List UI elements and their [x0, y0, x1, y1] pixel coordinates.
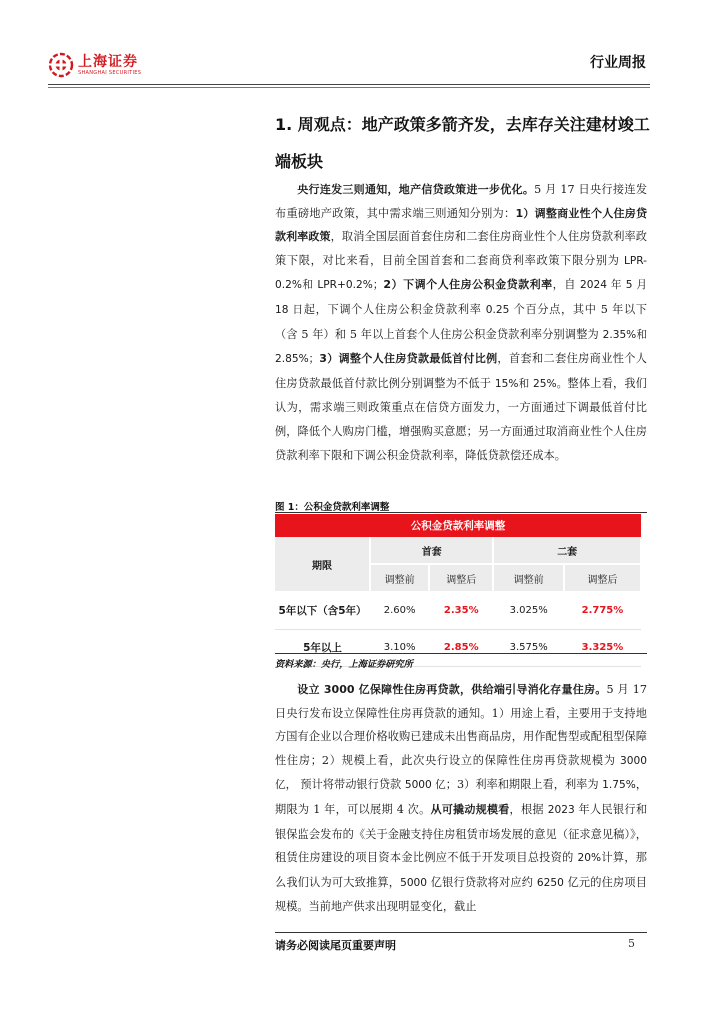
column-header-before: 调整前 [493, 564, 564, 592]
column-header-after: 调整后 [429, 564, 493, 592]
table-cell-highlight: 2.85% [429, 629, 493, 666]
page-number: 5 [628, 937, 635, 950]
page-header [48, 46, 650, 84]
bold-run: 1）调整商业性个人住房贷款利率政策 [275, 206, 647, 244]
text-run: 起，下调个人住房公积金贷款利率 [303, 302, 486, 316]
text-run: 整体上看，我们认为，需求端三则政策重点在信贷方面发力，一方面通过下调最低首付比例，降低个人购房门槛，增强购买意愿；另一方面通过取消商业性个人住房贷款利率下限和下调公积金贷款利率，降低贷款偿还成本。 [275, 376, 647, 462]
table-cell: 3.10% [370, 629, 429, 666]
section-heading: 1. 周观点：地产政策多箭齐发，去库存关注建材竣工端板块 [275, 115, 650, 171]
column-group-second-home: 二套 [493, 537, 641, 564]
disclaimer-note: 请务必阅读尾页重要声明 [275, 939, 396, 952]
footer-divider [275, 932, 647, 933]
logo-chinese-name: 上海证券 [78, 53, 138, 70]
text-run: 5000 亿 [404, 779, 446, 792]
row-label: 5年以下（含5年） [275, 592, 370, 629]
text-run: 0.25 [485, 303, 510, 316]
text-run: 6250 [536, 876, 564, 889]
table-cell: 3.025% [493, 592, 564, 629]
column-header-after: 调整后 [564, 564, 641, 592]
rate-adjustment-table [275, 514, 642, 667]
paragraph-housing-relending [275, 678, 647, 919]
text-run: LPR-0.2%和 LPR+0.2%； [275, 254, 647, 292]
text-run: 20% [577, 852, 602, 865]
para2-lead: 设立 3000 亿保障性住房再贷款，供给端引导消化存量住房。 [297, 683, 607, 696]
text-run: ，根据 [509, 802, 548, 816]
text-run: 2024 年 5 月 18 日 [275, 279, 648, 316]
paragraph-central-bank-notices [275, 178, 647, 467]
text-run: 5000 [400, 876, 428, 889]
text-run: ；3）利率和期限上看，利率为 [445, 778, 603, 792]
row-label: 5年以上 [275, 629, 370, 666]
text-run: ，取消全国层面首套住房和二套住房商业性个人住房贷款利率政策下限，对比来看，目前全国首套和二套商贷利率政策下限分别为 [275, 230, 647, 267]
table-row [275, 592, 641, 629]
text-run: 1.75% [602, 779, 636, 792]
column-group-first-home: 首套 [370, 537, 493, 564]
header-divider-thin [48, 87, 650, 88]
text-run: 2023 [547, 803, 575, 816]
table-title: 公积金贷款利率调整 [275, 514, 641, 537]
table-cell-highlight: 3.325% [564, 629, 641, 666]
figure-top-rule [275, 512, 647, 513]
text-run: 5 月 17 日央行发布设立保障性住房再贷款的通知。1）用途上看，主要用于支持地方国有企业以合理价格收购已建成未出售商品房，用作配售型或配租型保障性住房；2）规模上看，此次央行设立的保障性住房再贷款规模为 [275, 683, 647, 767]
column-header-before: 调整前 [370, 564, 429, 592]
table-cell: 2.60% [370, 592, 429, 629]
bold-run: 从可撬动规模看 [430, 802, 510, 816]
bold-run: 3）调整个人住房贷款最低首付比例 [319, 352, 498, 366]
shanghai-securities-logo-icon [48, 52, 74, 78]
report-type-label: 行业周报 [590, 55, 646, 71]
text-run: ，期限为 1 年，可以展期 4 次。 [275, 778, 648, 816]
source-rule [275, 653, 647, 654]
text-run: 15%和 25%。 [494, 377, 568, 390]
text-run: 计算，那么我们认为可大致推算， [275, 851, 647, 889]
text-run: ， 预计将带动银行贷款 [285, 778, 405, 792]
header-divider [48, 84, 650, 85]
text-run: 2.35%和 2.85%； [275, 328, 647, 366]
text-run: 3000 亿 [275, 754, 647, 792]
table-cell-highlight: 2.775% [564, 592, 641, 629]
text-run: 个百分点，其中 5 年以下（含 5 年）和 5 年以上首套个人住房公积金贷款利率分别调整为 [275, 302, 647, 341]
table-cell: 3.575% [493, 629, 564, 666]
text-run: 亿元的住房项目规模。当前地产供求出现明显变化，截止 [275, 875, 647, 914]
figure-source: 资料来源：央行，上海证券研究所 [275, 659, 413, 670]
company-logo [48, 52, 141, 78]
para1-lead: 央行连发三则通知，地产信贷政策进一步优化。 [297, 183, 535, 196]
text-run: 年人民银行和银保监会发布的《关于金融支持住房租赁市场发展的意见（征求意见稿）》，租赁住房建设的项目资本金比例应不低于开发项目总投资的 [275, 802, 648, 865]
text-run: 亿银行贷款将对应约 [427, 875, 537, 889]
logo-english-name: SHANGHAI SECURITIES [78, 69, 142, 76]
text-run: ，自 [552, 278, 581, 292]
text-run: ，首套和二套住房商业性个人住房贷款最低首付款比例分别调整为不低于 [275, 352, 647, 390]
bold-run: 2）下调个人住房公积金贷款利率 [383, 278, 553, 292]
table-cell-highlight: 2.35% [429, 592, 493, 629]
column-header-period: 期限 [275, 537, 370, 592]
text-run: 5 月 17 日央行接连发布重磅地产政策，其中需求端三则通知分别为： [275, 183, 648, 220]
figure-caption: 图 1：公积金贷款利率调整 [275, 502, 390, 513]
